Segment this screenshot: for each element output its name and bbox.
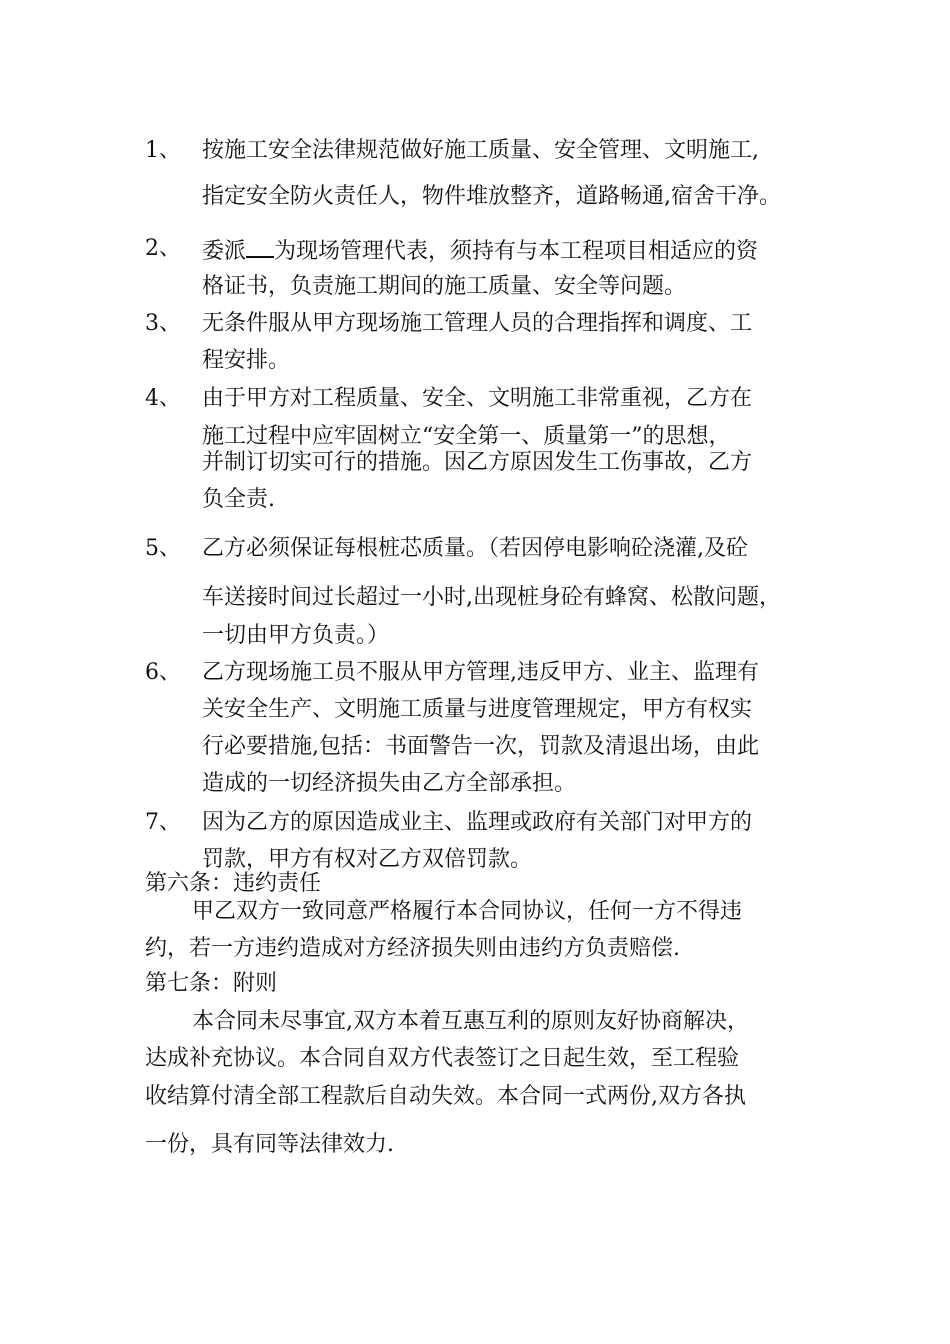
item-text-line: 负全责.: [202, 487, 275, 512]
item-text-line: 按施工安全法律规范做好施工质量、安全管理、文明施工,: [202, 138, 759, 163]
paragraph-line: 约，若一方违约造成对方经济损失则由违约方负责赔偿.: [145, 936, 680, 961]
paragraph-line: 收结算付清全部工程款后自动失效。本合同一式两份,双方各执: [145, 1084, 746, 1109]
item-text-line: 施工过程中应牢固树立“安全第一、质量第一”的思想，: [202, 424, 731, 449]
blank-underline: [246, 238, 274, 258]
item-number: 7、: [145, 810, 181, 835]
item-text-line: 因为乙方的原因造成业主、监理或政府有关部门对甲方的: [202, 810, 753, 835]
item-text-line: 程安排。: [202, 348, 291, 373]
item-number: 6、: [145, 660, 181, 685]
item-text-line: 并制订切实可行的措施。因乙方原因发生工伤事故，乙方: [202, 450, 753, 475]
item-text-line: 乙方现场施工员不服从甲方管理,违反甲方、业主、监理有: [202, 660, 759, 685]
article-heading: 第七条：附则: [145, 971, 278, 996]
paragraph-line: 甲乙双方一致同意严格履行本合同协议，任何一方不得违: [192, 899, 743, 924]
item-text-line: 关安全生产、文明施工质量与进度管理规定，甲方有权实: [202, 697, 753, 722]
paragraph-line: 一份，具有同等法律效力.: [145, 1132, 394, 1157]
paragraph-line: 本合同未尽事宜,双方本着互惠互利的原则友好协商解决，: [192, 1009, 749, 1034]
item-text-line: 行必要措施,包括：书面警告一次，罚款及清退出场，由此: [202, 734, 759, 759]
item-number: 1、: [145, 138, 181, 163]
item-text-line: 由于甲方对工程质量、安全、文明施工非常重视，乙方在: [202, 386, 753, 411]
item-number: 3、: [145, 311, 181, 336]
item-number: 2、: [145, 236, 181, 261]
paragraph-line: 达成补充协议。本合同自双方代表签订之日起生效，至工程验: [145, 1046, 740, 1071]
item-text-line: 格证书，负责施工期间的施工质量、安全等问题。: [202, 274, 687, 299]
item-text-line: 无条件服从甲方现场施工管理人员的合理指挥和调度、工: [202, 311, 753, 336]
item-text-line: 造成的一切经济损失由乙方全部承担。: [202, 771, 577, 796]
item-text-line: 一切由甲方负责。）: [202, 623, 390, 648]
item-number: 5、: [145, 536, 181, 561]
item-text-line: 委派 为现场管理代表，须持有与本工程项目相适应的资: [202, 239, 759, 264]
article-heading: 第六条：违约责任: [145, 871, 322, 896]
item-text-line: 指定安全防火责任人，物件堆放整齐，道路畅通,宿舍干净。: [202, 184, 781, 209]
item-text-line: 车送接时间过长超过一小时,出现桩身砼有蜂窝、松散问题，: [202, 585, 781, 610]
item-text-line: 乙方必须保证每根桩芯质量。（若因停电影响砼浇灌,及砼: [202, 536, 748, 561]
item-text-line: 罚款，甲方有权对乙方双倍罚款。: [202, 847, 533, 872]
item-number: 4、: [145, 386, 181, 411]
